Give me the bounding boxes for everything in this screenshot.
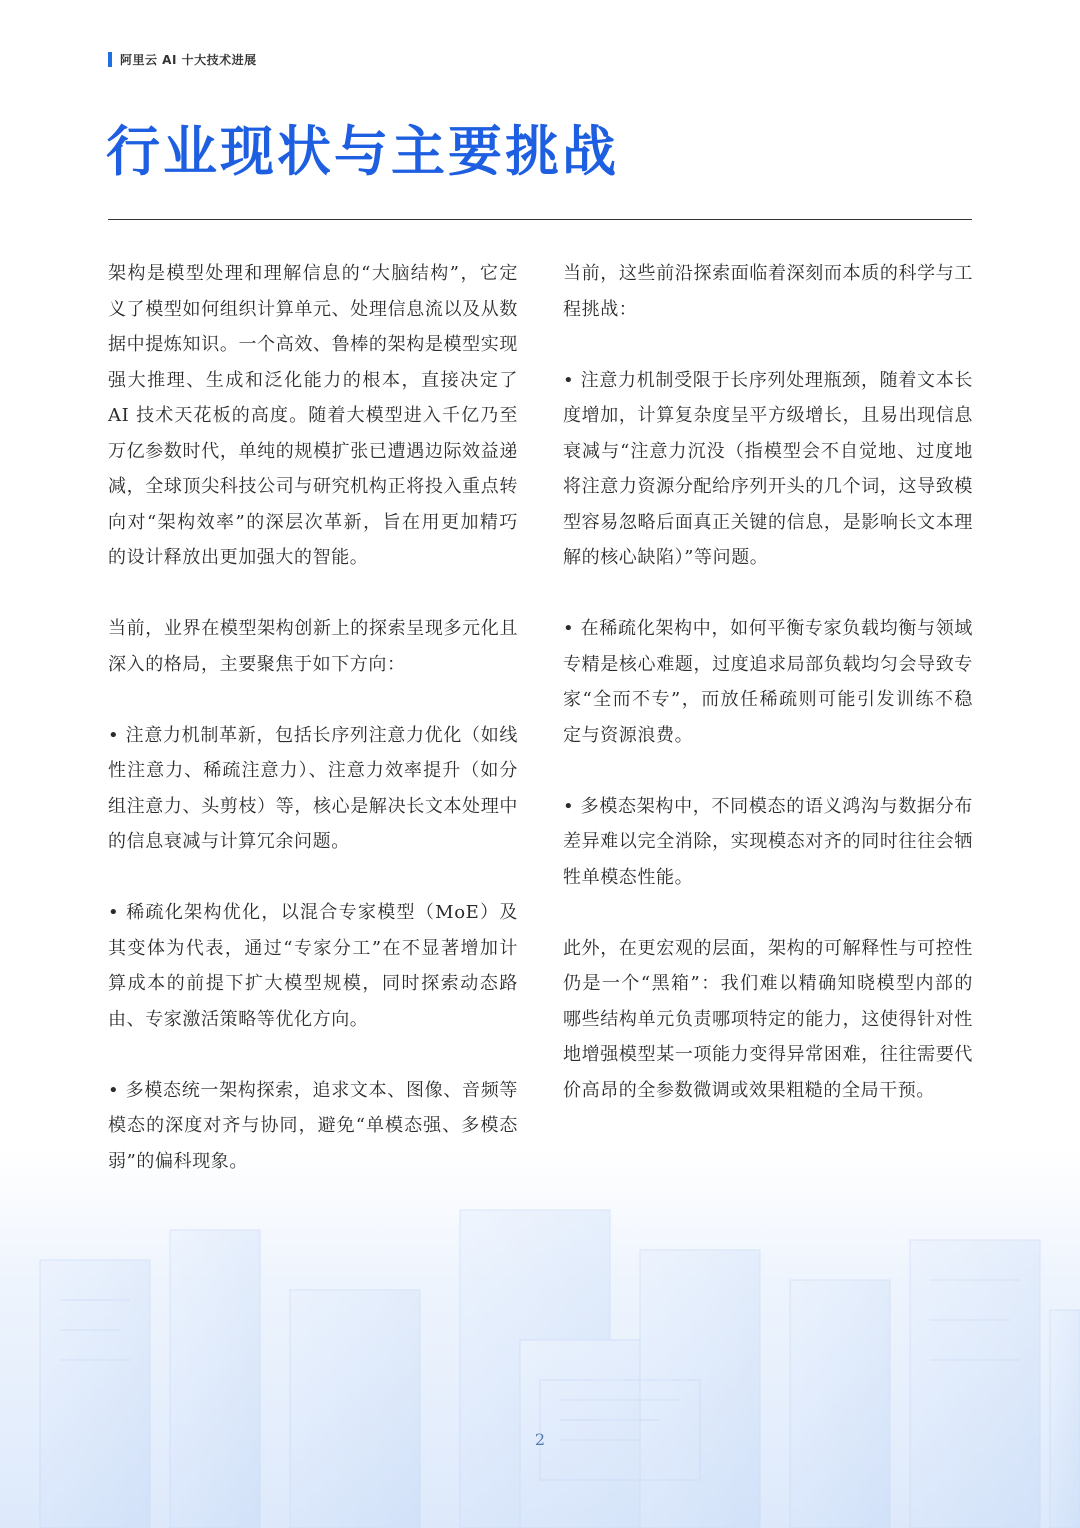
title-divider bbox=[108, 219, 972, 220]
bullet-item: • 在稀疏化架构中，如何平衡专家负载均衡与领域专精是核心难题，过度追求局部负载均匀会导致专家“全而不专”，而放任稀疏则可能引发训练不稳定与资源浪费。 bbox=[563, 618, 973, 746]
bullet-item: • 注意力机制受限于长序列处理瓶颈，随着文本长度增加，计算复杂度呈平方级增长，且易出现信息衰减与“注意力沉没（指模型会不自觉地、过度地将注意力资源分配给序列开头的几个词，这导致模型容易忽略后面真正关键的信息，是影响长文本理解的核心缺陷）”等问题。 bbox=[563, 369, 973, 568]
running-header bbox=[108, 50, 257, 68]
right-column bbox=[563, 256, 973, 1144]
left-column bbox=[108, 256, 518, 1215]
bullet-item: • 多模态统一架构探索，追求文本、图像、音频等模态的深度对齐与协同，避免“单模态强、多模态弱”的偏科现象。 bbox=[108, 1079, 518, 1172]
paragraph: 此外，在更宏观的层面，架构的可解释性与可控性仍是一个“黑箱”：我们难以精确知晓模型内部的哪些结构单元负责哪项特定的能力，这使得针对性地增强模型某一项能力变得异常困难，往往需要代价高昂的全参数微调或效果粗糙的全局干预。 bbox=[563, 937, 973, 1101]
paragraph: 架构是模型处理和理解信息的“大脑结构”，它定义了模型如何组织计算单元、处理信息流以及从数据中提炼知识。一个高效、鲁棒的架构是模型实现强大推理、生成和泛化能力的根本，直接决定了 AI 技术天花板的高度。随着大模型进入千亿乃至万亿参数时代，单纯的规模扩张已遭遇边际效益递减，全球顶尖科技公司与研究机构正将投入重点转向对“架构效率”的深层次革新，旨在用更加精巧的设计释放出更加强大的智能。 bbox=[108, 263, 518, 568]
page-title: 行业现状与主要挑战 bbox=[106, 120, 619, 183]
bullet-item: • 稀疏化架构优化，以混合专家模型（MoE）及其变体为代表，通过“专家分工”在不显著增加计算成本的前提下扩大模型规模，同时探索动态路由、专家激活策略等优化方向。 bbox=[108, 902, 518, 1030]
paragraph: 当前，这些前沿探索面临着深刻而本质的科学与工程挑战： bbox=[563, 263, 973, 320]
page-number: 2 bbox=[534, 1430, 546, 1449]
paragraph: 当前，业界在模型架构创新上的探索呈现多元化且深入的格局，主要聚焦于如下方向： bbox=[108, 618, 518, 675]
header-label: 阿里云 AI 十大技术进展 bbox=[120, 52, 257, 67]
bullet-item: • 注意力机制革新，包括长序列注意力优化（如线性注意力、稀疏注意力）、注意力效率提升（如分组注意力、头剪枝）等，核心是解决长文本处理中的信息衰减与计算冗余问题。 bbox=[108, 724, 518, 852]
bullet-item: • 多模态架构中，不同模态的语义鸿沟与数据分布差异难以完全消除，实现模态对齐的同时往往会牺牲单模态性能。 bbox=[563, 795, 973, 888]
header-accent-bar bbox=[108, 52, 112, 67]
